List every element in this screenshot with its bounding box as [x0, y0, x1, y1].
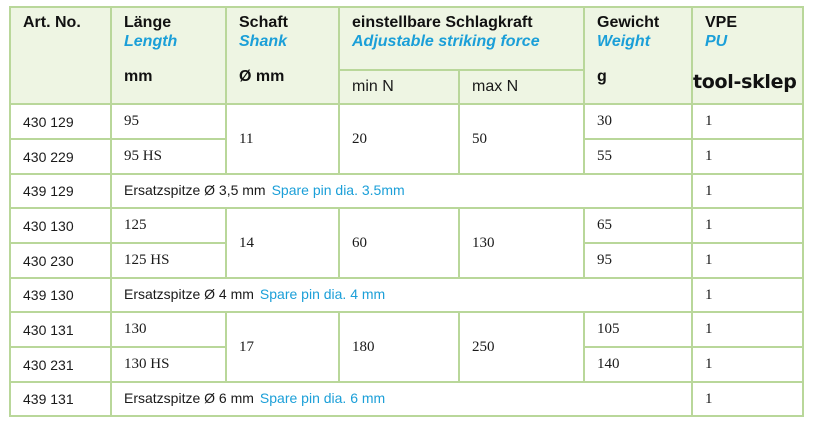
art-no-cell: 430 131 — [10, 312, 111, 347]
spare-pin-description — [111, 278, 692, 312]
weight-cell: 55 — [584, 139, 692, 174]
length-cell: 125 HS — [111, 243, 226, 278]
pu-cell: 1 — [692, 208, 803, 243]
force-min-cell: 60 — [339, 208, 459, 278]
force-max-cell: 250 — [459, 312, 584, 382]
header-force — [339, 7, 584, 70]
header-weight-de: Gewicht — [597, 14, 660, 31]
header-shank-en: Shank — [239, 33, 288, 50]
length-cell: 125 — [111, 208, 226, 243]
product-table-container — [9, 6, 804, 417]
header-force-min: min N — [339, 70, 459, 104]
table-body — [10, 104, 803, 416]
art-no-cell: 430 229 — [10, 139, 111, 174]
product-spec-table — [9, 6, 804, 417]
spare-pin-en: Spare pin dia. 3.5mm — [271, 182, 405, 198]
length-cell: 95 HS — [111, 139, 226, 174]
watermark-text: tool-sklep — [693, 71, 797, 93]
header-pu-en: PU — [705, 33, 728, 50]
weight-cell: 65 — [584, 208, 692, 243]
spare-pin-de: Ersatzspitze Ø 4 mm — [124, 286, 254, 302]
table-row — [10, 208, 803, 243]
art-no-cell: 430 230 — [10, 243, 111, 278]
shank-cell: 17 — [226, 312, 339, 382]
header-pu — [692, 7, 803, 104]
art-no-cell: 439 130 — [10, 278, 111, 312]
header-length — [111, 7, 226, 104]
shank-cell: 14 — [226, 208, 339, 278]
art-no-cell: 430 231 — [10, 347, 111, 382]
art-no-cell: 439 129 — [10, 174, 111, 208]
header-force-max: max N — [459, 70, 584, 104]
header-shank — [226, 7, 339, 104]
header-art-no-label: Art. No. — [23, 14, 81, 31]
length-cell: 130 — [111, 312, 226, 347]
pu-cell: 1 — [692, 174, 803, 208]
header-force-de: einstellbare Schlagkraft — [352, 14, 533, 31]
header-length-en: Length — [124, 33, 178, 50]
table-row — [10, 104, 803, 139]
header-pu-de: VPE — [705, 14, 738, 31]
pu-cell: 1 — [692, 243, 803, 278]
header-weight-en: Weight — [597, 33, 651, 50]
header-length-de: Länge — [124, 14, 172, 31]
pu-cell: 1 — [692, 347, 803, 382]
pu-cell: 1 — [692, 104, 803, 139]
spare-pin-de: Ersatzspitze Ø 3,5 mm — [124, 182, 266, 198]
header-length-unit: mm — [124, 68, 153, 85]
spare-pin-row — [10, 174, 803, 208]
shank-cell: 11 — [226, 104, 339, 174]
weight-cell: 140 — [584, 347, 692, 382]
pu-cell: 1 — [692, 278, 803, 312]
force-min-cell: 180 — [339, 312, 459, 382]
header-weight-unit: g — [597, 68, 607, 85]
pu-cell: 1 — [692, 382, 803, 416]
spare-pin-en: Spare pin dia. 4 mm — [259, 286, 386, 302]
weight-cell: 30 — [584, 104, 692, 139]
spare-pin-description — [111, 174, 692, 208]
spare-pin-description — [111, 382, 692, 416]
spare-pin-de: Ersatzspitze Ø 6 mm — [124, 390, 254, 406]
force-max-cell: 50 — [459, 104, 584, 174]
force-max-cell: 130 — [459, 208, 584, 278]
header-force-en: Adjustable striking force — [352, 33, 540, 50]
length-cell: 130 HS — [111, 347, 226, 382]
length-cell: 95 — [111, 104, 226, 139]
spare-pin-row — [10, 278, 803, 312]
weight-cell: 105 — [584, 312, 692, 347]
header-shank-unit: Ø mm — [239, 68, 285, 85]
weight-cell: 95 — [584, 243, 692, 278]
art-no-cell: 430 130 — [10, 208, 111, 243]
header-art-no — [10, 7, 111, 104]
art-no-cell: 439 131 — [10, 382, 111, 416]
pu-cell: 1 — [692, 312, 803, 347]
art-no-cell: 430 129 — [10, 104, 111, 139]
force-min-cell: 20 — [339, 104, 459, 174]
header-weight — [584, 7, 692, 104]
table-row — [10, 312, 803, 347]
header-row-1 — [10, 7, 803, 70]
spare-pin-row — [10, 382, 803, 416]
header-shank-de: Schaft — [239, 14, 288, 31]
spare-pin-en: Spare pin dia. 6 mm — [259, 390, 386, 406]
pu-cell: 1 — [692, 139, 803, 174]
